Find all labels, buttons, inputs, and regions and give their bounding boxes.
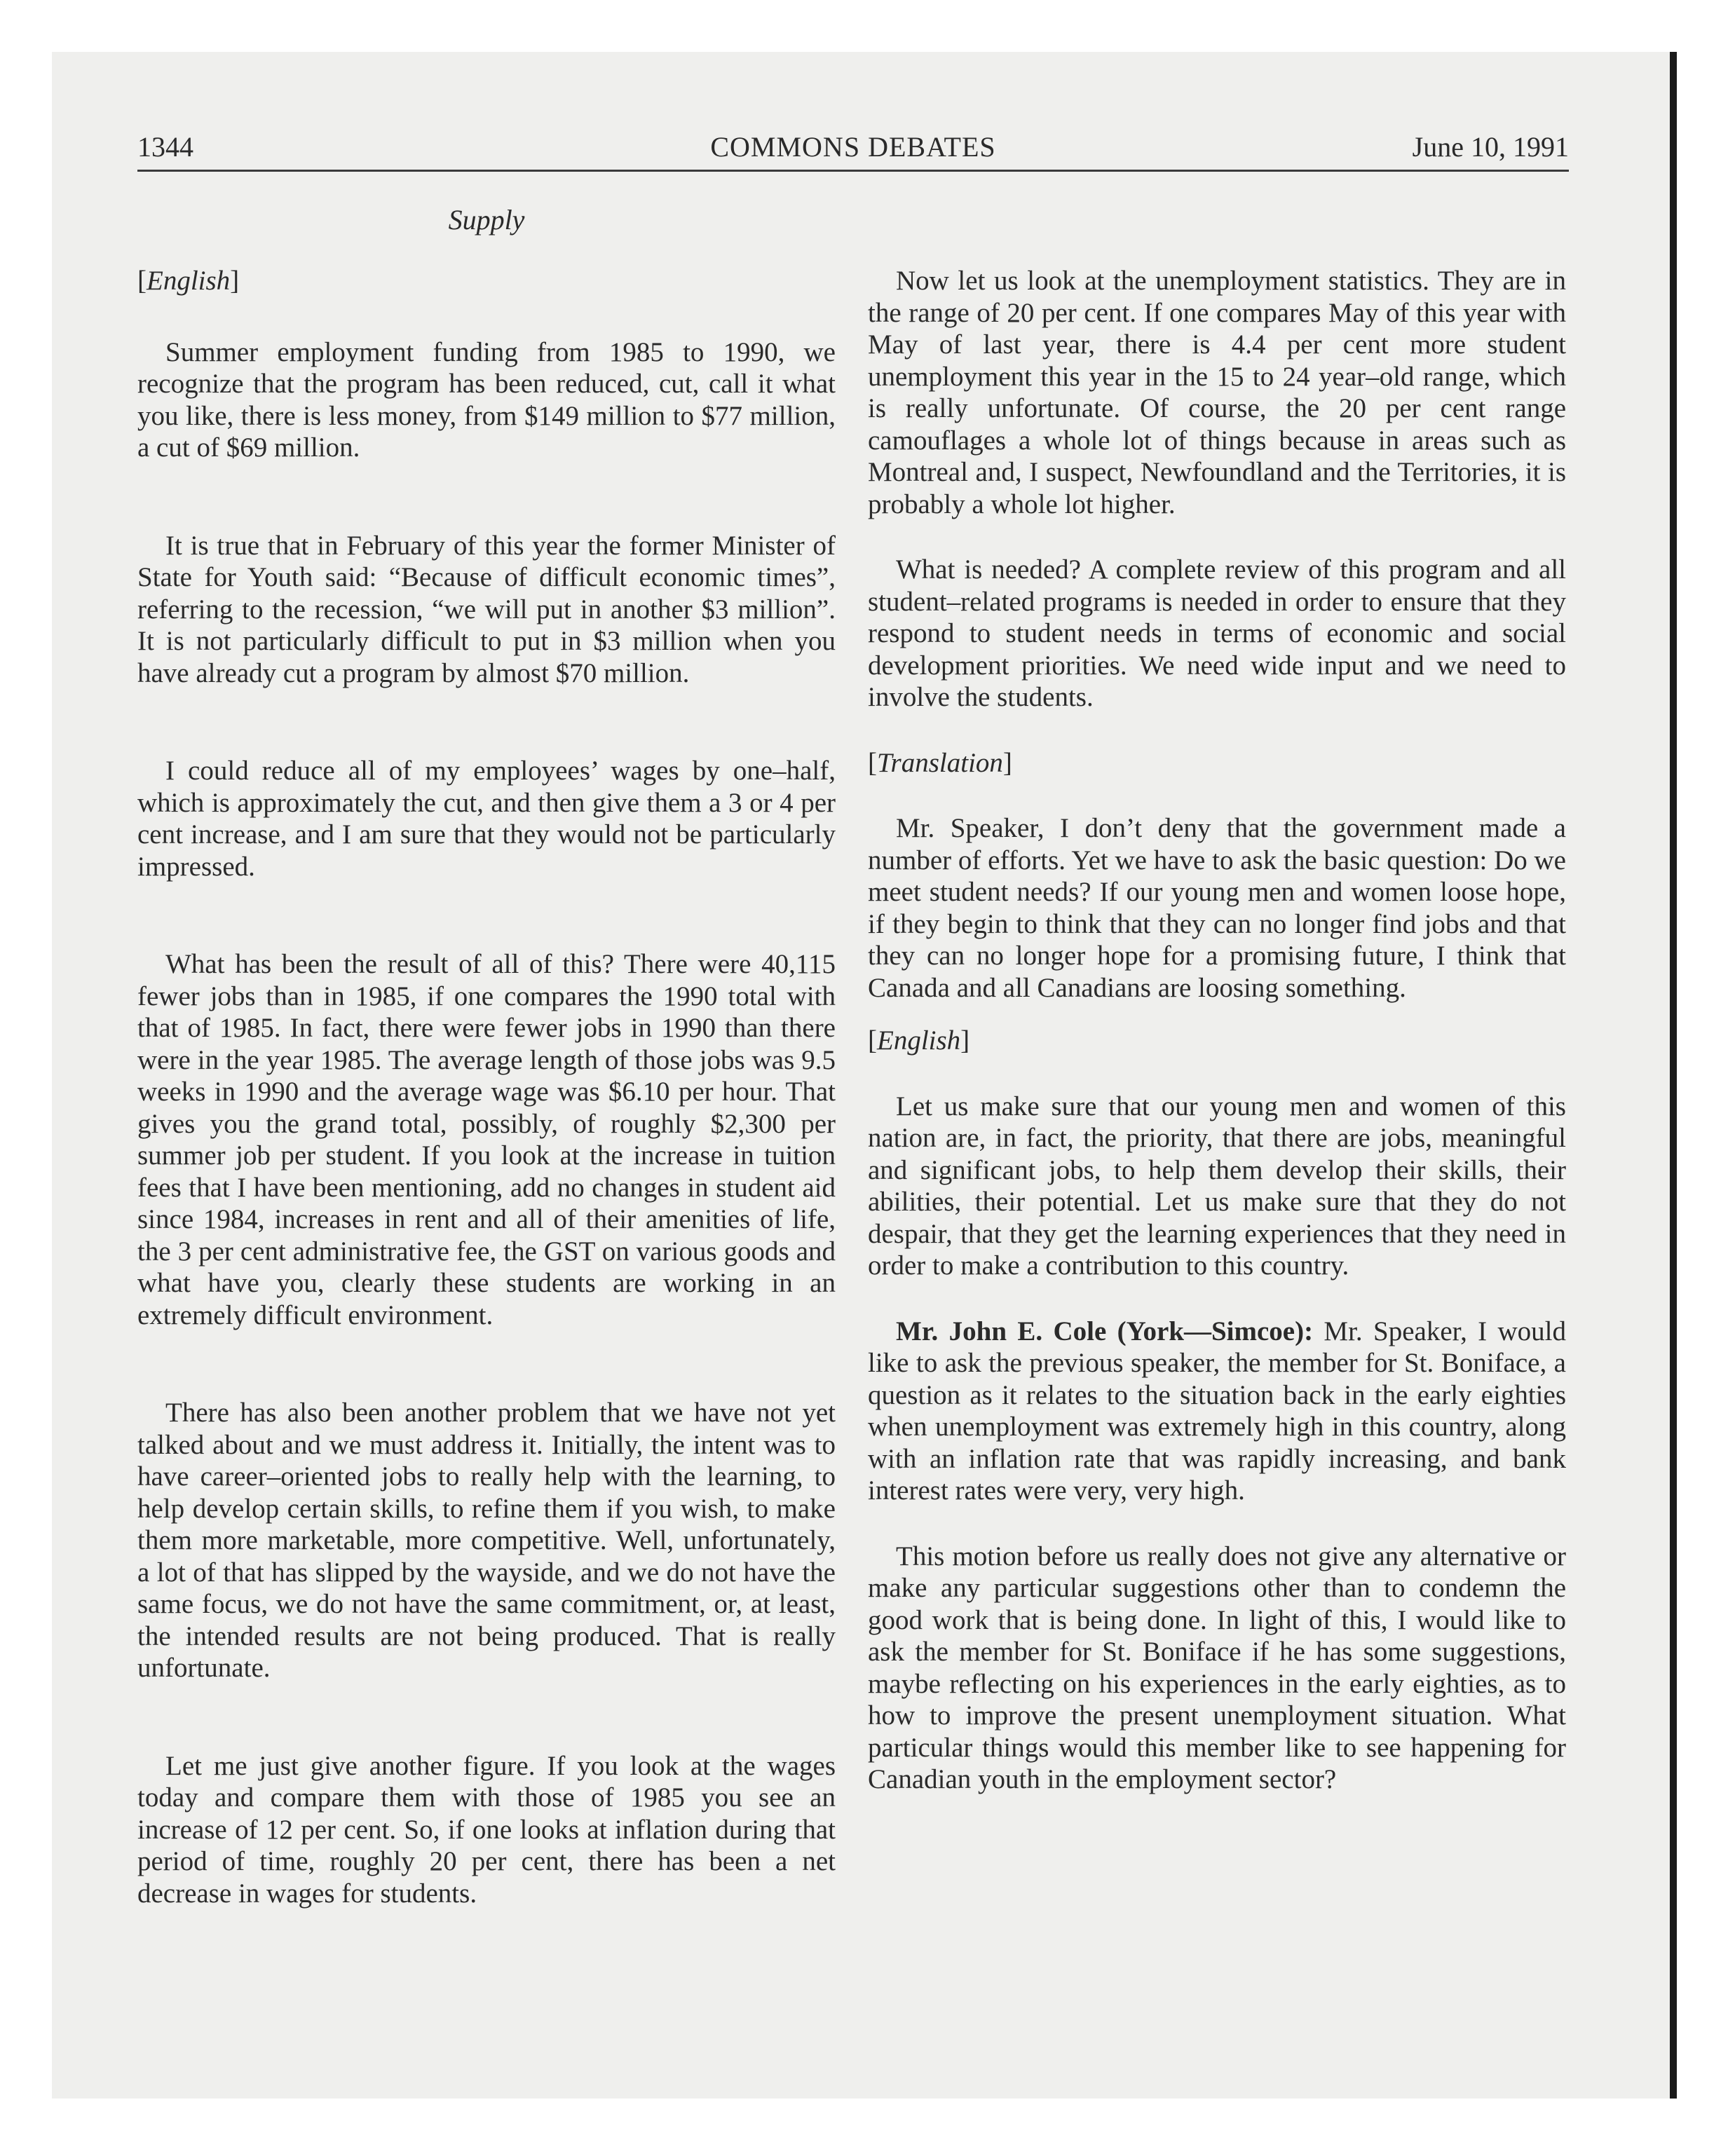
language-tag: [English] bbox=[868, 1025, 970, 1056]
translation-tag: [Translation] bbox=[868, 747, 1012, 778]
right-column bbox=[868, 265, 1566, 1796]
page-header bbox=[137, 126, 1569, 172]
issue-date: June 10, 1991 bbox=[1412, 131, 1569, 163]
paragraph: There has also been another problem that we have not yet talked about and we must address it. Initially, the intent was to have career–oriented jobs to really help with the learning, to help develop certain skills, to refine them if you wish, to make them more marketable, more competitive. Well, unfortunately, a lot of that has slipped by the wayside, and we do not have the same focus, we do not have the same commitment, or, at least, the intended results are not being produced. That is really unfortunate. bbox=[137, 1398, 836, 1683]
paragraph: Let us make sure that our young men and women of this nation are, in fact, the priority, that there are jobs, meaningful and significant jobs, to help them develop their skills, their abilities, their potential. Let us make sure that they do not despair, that they get the learning experiences that they need in order to make a contribution to this country. bbox=[868, 1091, 1566, 1281]
paragraph: Summer employment funding from 1985 to 1990, we recognize that the program has been reduced, cut, call it what you like, there is less money, from $149 million to $77 million, a cut of $69 million. bbox=[137, 336, 836, 463]
left-column bbox=[137, 265, 836, 1909]
section-title: Supply bbox=[448, 204, 525, 236]
paragraph: Mr. Speaker, I don’t deny that the government made a number of efforts. Yet we have to ask the basic question: Do we meet student needs? If our young men and women loose hope, if they begin to think that they can no longer find jobs and that they can no longer hope for a promising future, I think that Canada and all Canadians are loosing something. bbox=[868, 813, 1566, 1003]
paragraph: I could reduce all of my employees’ wages by one–half, which is approximately the cut, and then give them a 3 or 4 per cent increase, and I am sure that they would not be particularly impressed. bbox=[137, 756, 836, 882]
paragraph: Let me just give another figure. If you look at the wages today and compare them with those of 1985 you see an increase of 12 per cent. So, if one looks at inflation during that period of time, roughly 20 per cent, there has been a net decrease in wages for students. bbox=[137, 1750, 836, 1909]
paragraph: What has been the result of all of this? There were 40,115 fewer jobs than in 1985, if one compares the 1990 total with that of 1985. In fact, there were fewer jobs in 1990 than there were in the year 1985. The average length of those jobs was 9.5 weeks in 1990 and the average wage was $6.10 per hour. That gives you the grand total, possibly, of roughly $2,300 per summer job per student. If you look at the increase in tuition fees that I have been mentioning, add no changes in student aid since 1984, increases in rent and all of their amenities of life, the 3 per cent administrative fee, the GST on various goods and what have you, clearly these students are working in an extremely difficult environment. bbox=[137, 949, 836, 1330]
page-number: 1344 bbox=[137, 131, 193, 163]
speaker-name: Mr. John E. Cole (York—Simcoe): bbox=[896, 1316, 1314, 1346]
page-spine-edge bbox=[1670, 52, 1677, 2099]
paragraph: Now let us look at the unemployment statistics. They are in the range of 20 per cent. If one compares May of this year with May of last year, there is 4.4 per cent more student unemployment this year in the 15 to 24 year–old range, which is really unfortunate. Of course, the 20 per cent range camouflages a whole lot of things because in areas such as Montreal and, I suspect, Newfoundland and the Territories, it is probably a whole lot higher. bbox=[868, 266, 1566, 519]
journal-title: COMMONS DEBATES bbox=[710, 131, 996, 163]
speaker-paragraph bbox=[868, 1316, 1566, 1507]
language-tag: [English] bbox=[137, 266, 240, 296]
paragraph: This motion before us really does not give any alternative or make any particular suggestions other than to condemn the good work that is being done. In light of this, I would like to ask the member for St. Boniface if he has some suggestions, maybe reflecting on his experiences in the early eighties, as to how to improve the present unemployment situation. What particular things would this member like to see happening for Canadian youth in the employment sector? bbox=[868, 1541, 1566, 1794]
speaker-text: Mr. Speaker, I would like to ask the previous speaker, the member for St. Boniface, a question as it relates to the situation back in the early eighties when unemployment was extremely high in this country, along with an inflation rate that was rapidly increasing, and bank interest rates were very, very high. bbox=[868, 1316, 1566, 1506]
paragraph: It is true that in February of this year the former Minister of State for Youth said: “Because of difficult economic times”, referring to the recession, “we will put in another $3 million”. It is not particularly difficult to put in $3 million when you have already cut a program by almost $70 million. bbox=[137, 530, 836, 688]
paragraph: What is needed? A complete review of this program and all student–related programs is needed in order to ensure that they respond to student needs in terms of economic and social development priorities. We need wide input and we need to involve the students. bbox=[868, 554, 1566, 712]
